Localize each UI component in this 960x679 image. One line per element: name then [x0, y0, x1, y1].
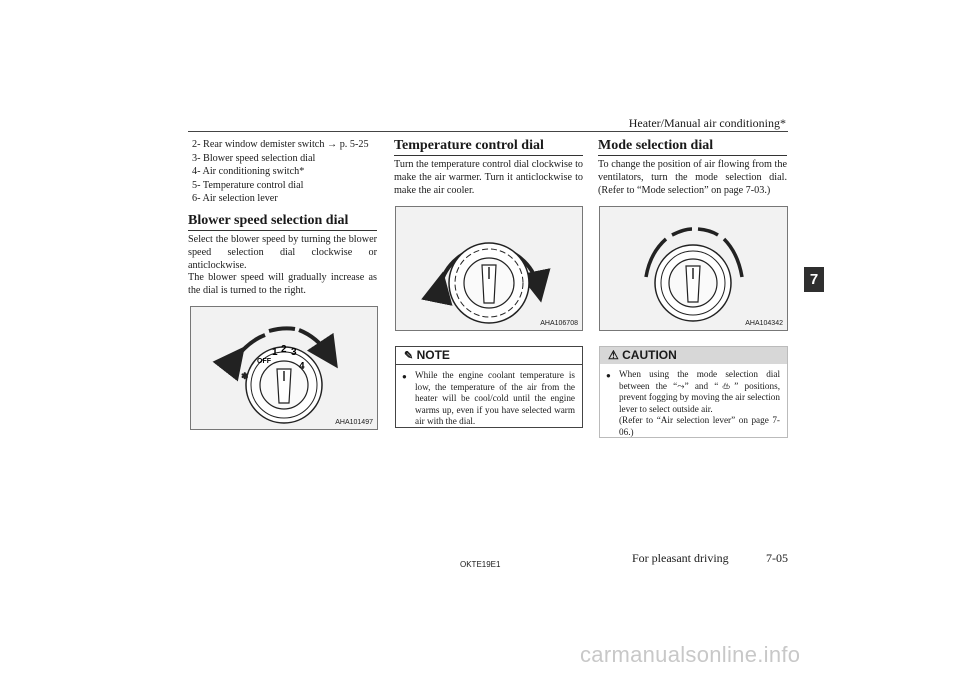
list-item: 5- Temperature control dial — [192, 179, 304, 191]
note-item — [396, 365, 582, 432]
dial-label-4: 4 — [299, 361, 305, 372]
blower-dial-figure — [190, 306, 378, 430]
bullet-icon: ● — [402, 372, 407, 381]
dial-label-1: 1 — [272, 347, 278, 358]
list-item: 4- Air conditioning switch* — [192, 166, 305, 178]
list-item: 2- Rear window demister switch → p. 5-25 — [192, 139, 369, 150]
figure-code: AHA101497 — [335, 419, 373, 426]
note-text: While the engine coolant temperature is low, the temperature of the air from the heater will be cool/cold until the engine warms up, even if you have selected warm air with the dial. — [415, 370, 575, 427]
caution-item — [600, 364, 787, 443]
mode-dial-figure — [599, 206, 788, 331]
note-box — [395, 346, 583, 428]
temperature-paragraph: Turn the temperature control dial clockwise to make the air warmer. Turn it anticlockwise to make the air cooler. — [394, 159, 583, 196]
footer-section: For pleasant driving — [632, 551, 729, 565]
note-icon: ✎ — [404, 350, 414, 362]
figure-code: AHA106708 — [540, 320, 578, 327]
dial-label-3: 3 — [291, 347, 297, 358]
chapter-tab: 7 — [804, 267, 824, 292]
blower-paragraph-2: The blower speed will gradually increase as the dial is turned to the right. — [188, 272, 377, 297]
warning-triangle-icon: ⚠ — [608, 348, 619, 362]
mode-heading: Mode selection dial — [598, 138, 787, 156]
watermark: carmanualsonline.info — [580, 642, 801, 667]
running-header: Heater/Manual air conditioning* — [628, 116, 786, 130]
document-code: OKTE19E1 — [460, 560, 501, 569]
page-number: 7-05 — [766, 551, 788, 565]
dial-label-2: 2 — [281, 344, 287, 355]
caution-reference: (Refer to “Air selection lever” on page 7-06.) — [619, 415, 780, 437]
temperature-heading: Temperature control dial — [394, 138, 583, 156]
list-item: 6- Air selection lever — [192, 193, 278, 205]
defrost-icon: ♨ — [718, 380, 735, 391]
note-header: ✎ NOTE — [396, 347, 582, 365]
caution-header: ⚠ CAUTION — [600, 347, 787, 364]
foot-defrost-icon: ⤳ — [677, 380, 685, 391]
figure-code: AHA104342 — [745, 320, 783, 327]
blower-paragraph-1: Select the blower speed by turning the blower speed selection dial clockwise or anticlockwise. — [188, 234, 377, 271]
bullet-icon: ● — [606, 371, 611, 380]
blower-heading: Blower speed selection dial — [188, 213, 377, 231]
mode-paragraph: To change the position of air flowing from the ventilators, turn the mode selection dial. (Refer to “Mode selection” on page 7-03.) — [598, 159, 787, 196]
list-item: 3- Blower speed selection dial — [192, 152, 316, 164]
caution-box — [599, 346, 788, 438]
component-list — [192, 138, 369, 206]
temperature-dial-figure — [395, 206, 583, 331]
dial-label-off: OFF — [257, 358, 271, 365]
caution-text: When using the mode selection dial between the “⤳” and “♨” positions, prevent fogging by moving the air selection lever to select outside air. (Refer to “Air selection lever” on page 7-06.) — [619, 369, 780, 437]
svg-text:✽: ✽ — [241, 371, 249, 381]
header-rule — [188, 131, 788, 132]
